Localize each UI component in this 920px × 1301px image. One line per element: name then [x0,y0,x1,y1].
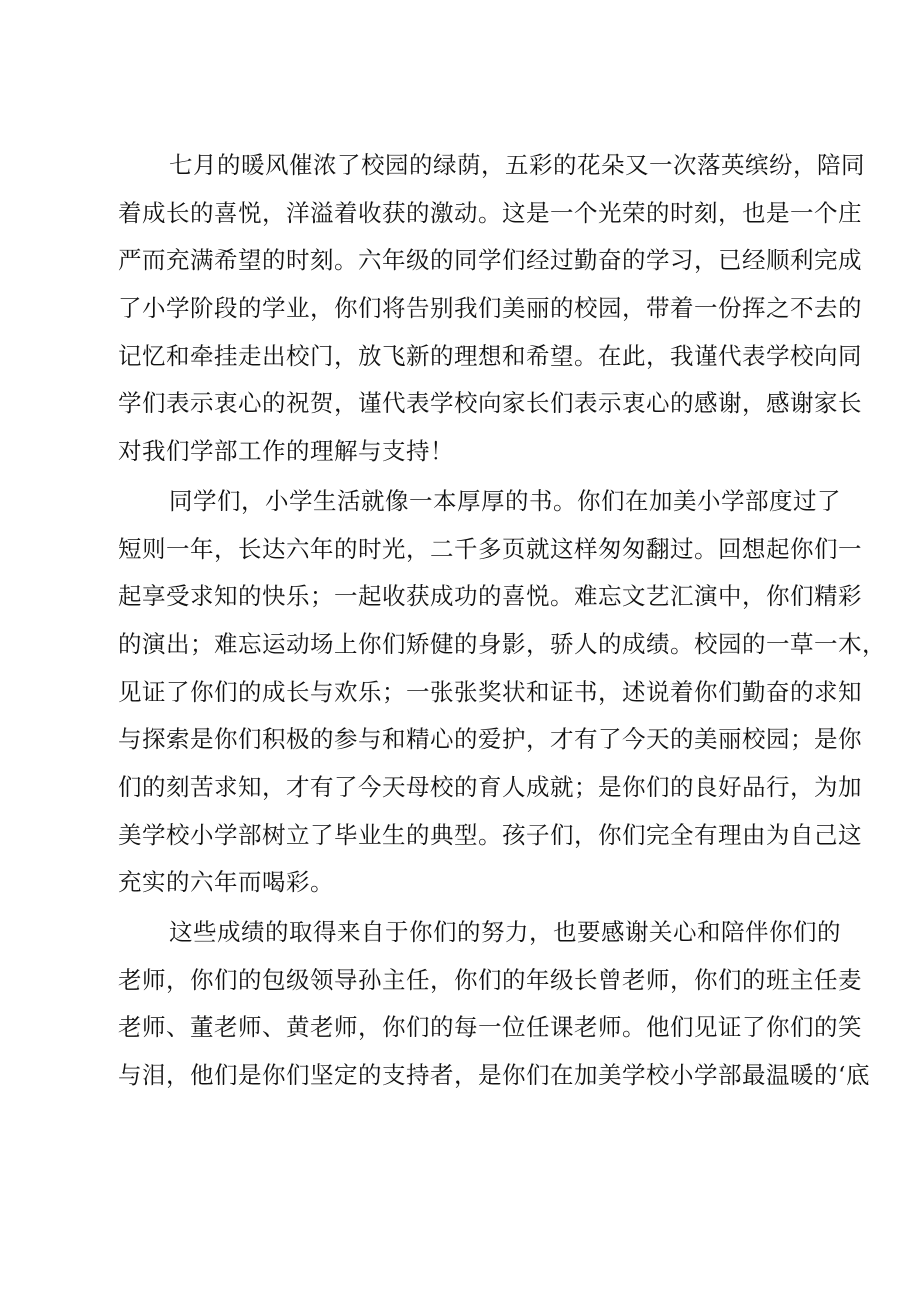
text-line: 短则一年，长达六年的时光，二千多页就这样匆匆翻过。回想起你们一 [118,534,862,563]
text-line: 同学们，小学生活就像一本厚厚的书。你们在加美小学部度过了 [169,486,841,515]
text-line: 着成长的喜悦，洋溢着收获的激动。这是一个光荣的时刻，也是一个庄 [118,198,862,227]
text-line: 记忆和牵挂走出校门，放飞新的理想和希望。在此，我谨代表学校向同 [118,341,862,370]
text-line: 起享受求知的快乐；一起收获成功的喜悦。难忘文艺汇演中，你们精彩 [118,582,862,611]
text-line: 七月的暖风催浓了校园的绿荫，五彩的花朵又一次落英缤纷，陪同 [169,151,865,179]
text-line: 们的刻苦求知，才有了今天母校的育人成就；是你们的良好品行，为加 [118,772,862,801]
text-line: 的演出；难忘运动场上你们矫健的身影，骄人的成绩。校园的一草一木， [118,629,886,658]
paragraph-2 [118,478,886,907]
document-body [118,142,886,1102]
text-line: 老师、董老师、黄老师，你们的每一位任课老师。他们见证了你们的笑 [118,1013,862,1042]
text-line: 见证了你们的成长与欢乐；一张张奖状和证书，述说着你们勤奋的求知 [118,677,862,706]
text-line: 与探索是你们积极的参与和精心的爱护，才有了今天的美丽校园；是你 [118,725,862,754]
paragraph-3 [118,909,870,1100]
text-line: 学们表示衷心的祝贺，谨代表学校向家长们表示衷心的感谢，感谢家长 [118,389,862,418]
text-line: 老师，你们的包级领导孙主任，你们的年级长曾老师，你们的班主任麦 [118,965,862,994]
text-line: 严而充满希望的时刻。六年级的同学们经过勤奋的学习，已经顺利完成 [118,246,862,275]
text-line: 这些成绩的取得来自于你们的努力，也要感谢关心和陪伴你们的 [169,918,841,946]
text-line: 了小学阶段的学业，你们将告别我们美丽的校园，带着一份挥之不去的 [118,294,862,323]
paragraph-1 [118,142,865,476]
text-line: 对我们学部工作的理解与支持！ [118,437,454,466]
text-line: 与泪，他们是你们坚定的支持者，是你们在加美学校小学部最温暖的‘底 [118,1061,870,1090]
text-line: 美学校小学部树立了毕业生的典型。孩子们，你们完全有理由为自己这 [118,820,862,849]
text-line: 充实的六年而喝彩。 [118,868,334,897]
